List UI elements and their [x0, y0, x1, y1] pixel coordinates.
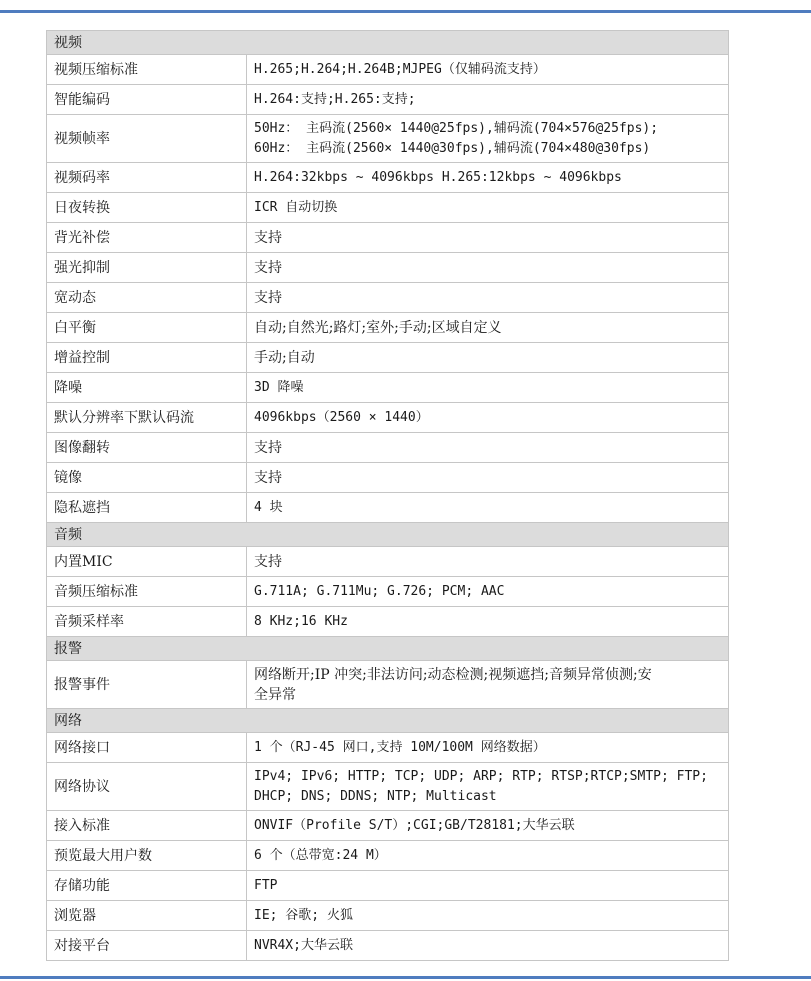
spec-row	[47, 163, 729, 193]
spec-value	[247, 373, 729, 403]
spec-row	[47, 283, 729, 313]
spec-value	[247, 55, 729, 85]
spec-value-line: IPv4; IPv6; HTTP; TCP; UDP; ARP; RTP; RTSP;RTCP;SMTP; FTP;	[254, 768, 708, 784]
section-title: 网络	[47, 709, 729, 733]
spec-row	[47, 547, 729, 577]
spec-row	[47, 871, 729, 901]
spec-label: 浏览器	[47, 901, 247, 931]
spec-row	[47, 463, 729, 493]
spec-value	[247, 403, 729, 433]
spec-row	[47, 115, 729, 163]
spec-label: 智能编码	[47, 85, 247, 115]
spec-label: 降噪	[47, 373, 247, 403]
spec-row	[47, 733, 729, 763]
spec-value	[247, 223, 729, 253]
spec-value-line: 支持	[254, 259, 282, 276]
spec-value-line: 1 个（RJ-45 网口,支持 10M/100M 网络数据）	[254, 739, 546, 755]
section-title: 音频	[47, 523, 729, 547]
spec-value	[247, 85, 729, 115]
spec-value-line: 支持	[254, 553, 282, 570]
section-title: 报警	[47, 637, 729, 661]
spec-row	[47, 403, 729, 433]
spec-value-line: 手动;自动	[254, 349, 315, 366]
spec-value-line: 网络断开;IP 冲突;非法访问;动态检测;视频遮挡;音频异常侦测;安	[254, 666, 652, 683]
spec-value-line: FTP	[254, 877, 278, 893]
spec-label: 预览最大用户数	[47, 841, 247, 871]
spec-row	[47, 811, 729, 841]
spec-value-line: H.265;H.264;H.264B;MJPEG（仅辅码流支持）	[254, 61, 546, 77]
spec-value	[247, 493, 729, 523]
spec-value	[247, 871, 729, 901]
section-header	[47, 31, 729, 55]
bottom-divider	[0, 976, 811, 979]
spec-value-line: 3D 降噪	[254, 379, 304, 395]
spec-label: 音频压缩标准	[47, 577, 247, 607]
spec-row	[47, 433, 729, 463]
spec-value-line: NVR4X;大华云联	[254, 937, 353, 953]
spec-value-line: 50Hz： 主码流(2560× 1440@25fps),辅码流(704×576@25fps);	[254, 120, 659, 136]
spec-value	[247, 811, 729, 841]
spec-value	[247, 253, 729, 283]
spec-label: 接入标准	[47, 811, 247, 841]
spec-value-line: DHCP; DNS; DDNS; NTP; Multicast	[254, 788, 497, 804]
spec-value	[247, 463, 729, 493]
spec-value-line: H.264:32kbps ~ 4096kbps H.265:12kbps ~ 4096kbps	[254, 169, 622, 185]
spec-label: 隐私遮挡	[47, 493, 247, 523]
spec-value	[247, 901, 729, 931]
spec-value-line: G.711A; G.711Mu; G.726; PCM; AAC	[254, 583, 505, 599]
spec-value	[247, 763, 729, 811]
spec-row	[47, 841, 729, 871]
spec-label: 视频码率	[47, 163, 247, 193]
spec-value	[247, 733, 729, 763]
spec-value-line: 支持	[254, 289, 282, 306]
section-header	[47, 637, 729, 661]
spec-label: 图像翻转	[47, 433, 247, 463]
spec-label: 增益控制	[47, 343, 247, 373]
spec-label: 默认分辨率下默认码流	[47, 403, 247, 433]
spec-label: 日夜转换	[47, 193, 247, 223]
spec-value-line: 全异常	[254, 686, 296, 703]
spec-label: 网络接口	[47, 733, 247, 763]
spec-label: 内置MIC	[47, 547, 247, 577]
spec-label: 网络协议	[47, 763, 247, 811]
spec-value	[247, 115, 729, 163]
spec-value-line: 支持	[254, 229, 282, 246]
spec-value	[247, 607, 729, 637]
spec-value-line: 支持	[254, 469, 282, 486]
spec-row	[47, 493, 729, 523]
spec-row	[47, 901, 729, 931]
spec-row	[47, 763, 729, 811]
spec-value-line: ICR 自动切换	[254, 199, 338, 215]
spec-value-line: 支持	[254, 439, 282, 456]
spec-label: 背光补偿	[47, 223, 247, 253]
top-divider	[0, 10, 811, 13]
spec-value	[247, 193, 729, 223]
spec-label: 视频压缩标准	[47, 55, 247, 85]
spec-value	[247, 661, 729, 709]
spec-label: 存储功能	[47, 871, 247, 901]
spec-row	[47, 373, 729, 403]
spec-label: 视频帧率	[47, 115, 247, 163]
spec-value-line: 4 块	[254, 499, 283, 515]
spec-label: 白平衡	[47, 313, 247, 343]
spec-value	[247, 547, 729, 577]
spec-value	[247, 433, 729, 463]
section-header	[47, 709, 729, 733]
spec-label: 宽动态	[47, 283, 247, 313]
spec-row	[47, 661, 729, 709]
spec-row	[47, 223, 729, 253]
spec-value	[247, 283, 729, 313]
spec-value	[247, 343, 729, 373]
spec-value	[247, 313, 729, 343]
spec-value	[247, 577, 729, 607]
spec-row	[47, 343, 729, 373]
spec-value	[247, 163, 729, 193]
spec-label: 报警事件	[47, 661, 247, 709]
spec-value-line: 6 个（总带宽:24 M）	[254, 847, 387, 863]
spec-value-line: 自动;自然光;路灯;室外;手动;区域自定义	[254, 319, 502, 336]
spec-row	[47, 577, 729, 607]
spec-row	[47, 85, 729, 115]
spec-value-line: ONVIF（Profile S/T）;CGI;GB/T28181;大华云联	[254, 817, 575, 833]
spec-row	[47, 55, 729, 85]
spec-row	[47, 931, 729, 961]
spec-row	[47, 607, 729, 637]
spec-label: 镜像	[47, 463, 247, 493]
spec-row	[47, 193, 729, 223]
section-header	[47, 523, 729, 547]
spec-label: 对接平台	[47, 931, 247, 961]
spec-value-line: IE; 谷歌; 火狐	[254, 907, 353, 923]
spec-row	[47, 253, 729, 283]
section-title: 视频	[47, 31, 729, 55]
spec-value-line: 4096kbps（2560 × 1440）	[254, 409, 429, 425]
spec-value	[247, 841, 729, 871]
spec-value-line: H.264:支持;H.265:支持;	[254, 91, 416, 107]
spec-table	[46, 30, 729, 961]
spec-label: 强光抑制	[47, 253, 247, 283]
spec-value-line: 60Hz： 主码流(2560× 1440@30fps),辅码流(704×480@30fps)	[254, 140, 651, 156]
spec-value-line: 8 KHz;16 KHz	[254, 613, 348, 629]
spec-value	[247, 931, 729, 961]
spec-row	[47, 313, 729, 343]
spec-label: 音频采样率	[47, 607, 247, 637]
